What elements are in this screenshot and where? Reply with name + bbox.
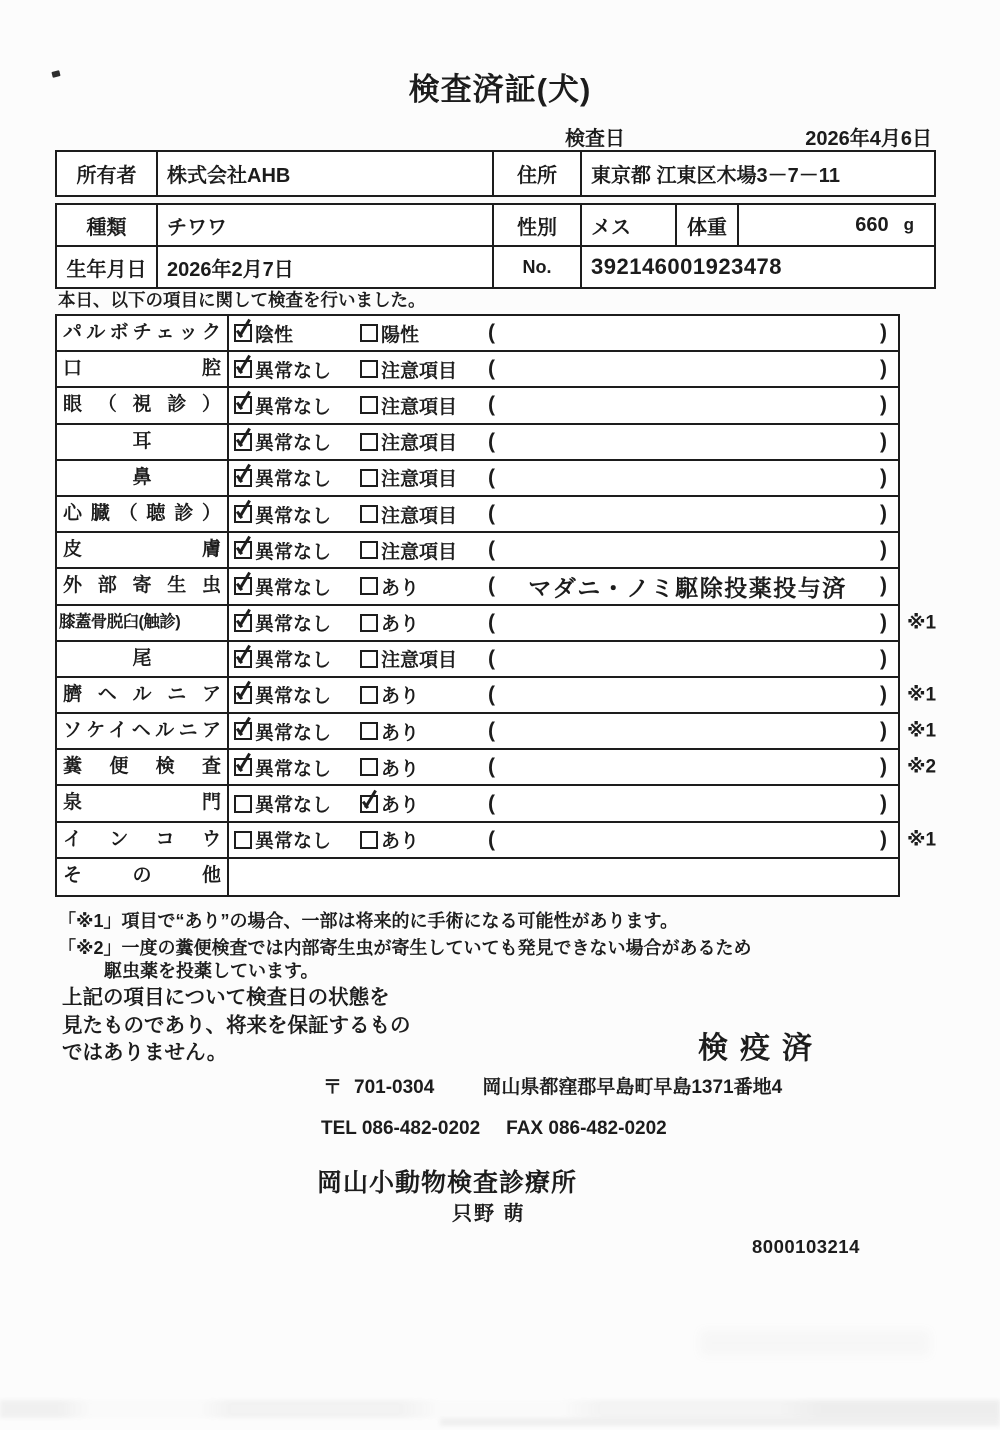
option-1 bbox=[234, 754, 360, 781]
inspection-row-body bbox=[229, 714, 898, 748]
checkbox-icon bbox=[360, 505, 378, 523]
paren-close: ) bbox=[880, 465, 887, 489]
inspection-row bbox=[57, 823, 937, 859]
checkbox-icon bbox=[360, 360, 378, 378]
inspection-row bbox=[57, 569, 898, 605]
option-2-label: あり bbox=[381, 831, 420, 853]
inspection-row-body bbox=[229, 569, 898, 603]
clinic-tel: TEL 086-482-0202 bbox=[321, 1118, 481, 1139]
option-1 bbox=[234, 609, 360, 636]
inspection-item-label: 外部寄生虫 bbox=[57, 569, 229, 603]
option-2-label: 陽性 bbox=[381, 324, 420, 346]
pet-info-table bbox=[55, 203, 936, 289]
option-2 bbox=[360, 537, 488, 564]
option-1-label: 異常なし bbox=[255, 577, 332, 599]
option-2 bbox=[360, 320, 488, 347]
inspection-item-label: その他 bbox=[57, 859, 229, 895]
paren-close: ) bbox=[880, 502, 887, 526]
checkbox-icon bbox=[234, 541, 252, 559]
breed-value: チワワ bbox=[158, 205, 494, 245]
footnote-2: 「※2」一度の糞便検査では内部寄生虫が寄生していても発見できない場合があるため bbox=[58, 938, 752, 958]
option-1 bbox=[234, 537, 360, 564]
inspection-row-body bbox=[229, 497, 898, 531]
breed-label: 種類 bbox=[57, 205, 158, 245]
paren-close: ) bbox=[880, 610, 887, 634]
footnote-2-continued: 駆虫薬を投薬しています。 bbox=[104, 961, 319, 981]
disclaimer-line-3: ではありません。 bbox=[62, 1041, 228, 1064]
paren-open: ( bbox=[488, 646, 495, 670]
option-2 bbox=[360, 464, 488, 491]
inspection-row-body bbox=[229, 461, 898, 495]
address-label: 住所 bbox=[494, 152, 582, 195]
intro-sentence: 本日、以下の項目に関して検査を行いました。 bbox=[58, 290, 426, 310]
footnote-mark: ※1 bbox=[907, 720, 937, 742]
weight-value bbox=[739, 205, 934, 245]
no-value: 392146001923478 bbox=[591, 254, 783, 279]
birthdate-label: 生年月日 bbox=[57, 247, 158, 287]
paren-open: ( bbox=[488, 429, 495, 453]
paren-open: ( bbox=[488, 357, 495, 381]
option-1-label: 異常なし bbox=[255, 614, 332, 636]
inspection-date-value: 2026年4月6日 bbox=[805, 128, 932, 150]
option-1-label: 異常なし bbox=[255, 396, 332, 418]
inspection-row-body bbox=[229, 606, 898, 640]
inspection-item-label: パルボチェック bbox=[57, 316, 229, 350]
checkbox-icon bbox=[234, 324, 252, 342]
postal-code: 701-0304 bbox=[354, 1077, 435, 1098]
option-2-label: あり bbox=[381, 614, 420, 636]
checkbox-icon bbox=[360, 324, 378, 342]
inspection-item-label: 糞便検査 bbox=[57, 750, 229, 784]
owner-value: 株式会社AHB bbox=[158, 152, 494, 195]
birthdate-value: 2026年2月7日 bbox=[158, 247, 494, 287]
inspection-row-body bbox=[229, 823, 898, 857]
option-1 bbox=[234, 320, 360, 347]
checkbox-icon bbox=[360, 686, 378, 704]
inspection-item-label: 心臓（聴診） bbox=[57, 497, 229, 531]
footnote-mark: ※1 bbox=[907, 612, 937, 634]
option-1 bbox=[234, 681, 360, 708]
paren-open: ( bbox=[488, 574, 495, 598]
paren-open: ( bbox=[488, 393, 495, 417]
option-1-label: 陰性 bbox=[255, 324, 294, 346]
scan-smudge-artifact bbox=[440, 1418, 1000, 1426]
inspection-row bbox=[57, 316, 898, 352]
disclaimer-text bbox=[62, 984, 411, 1067]
inspection-item-label: 耳 bbox=[57, 425, 229, 459]
option-2 bbox=[360, 718, 488, 745]
footnote-mark: ※1 bbox=[907, 684, 937, 706]
paren-open: ( bbox=[488, 755, 495, 779]
checkbox-icon bbox=[234, 650, 252, 668]
inspection-row bbox=[57, 425, 898, 461]
inspection-row bbox=[57, 750, 937, 786]
inspection-row bbox=[57, 461, 898, 497]
paren-open: ( bbox=[488, 719, 495, 743]
paren-close: ) bbox=[880, 357, 887, 381]
checkbox-icon bbox=[360, 795, 378, 813]
option-2-label: あり bbox=[381, 686, 420, 708]
weight-label: 体重 bbox=[677, 205, 739, 245]
option-2 bbox=[360, 392, 488, 419]
option-2 bbox=[360, 754, 488, 781]
inspection-row bbox=[57, 714, 937, 750]
checkbox-icon bbox=[360, 396, 378, 414]
option-2 bbox=[360, 609, 488, 636]
checkbox-icon bbox=[360, 614, 378, 632]
inspection-row bbox=[57, 497, 898, 533]
option-1-label: 異常なし bbox=[255, 360, 332, 382]
checkbox-icon bbox=[360, 650, 378, 668]
inspection-row bbox=[57, 786, 898, 822]
footnote-mark: ※2 bbox=[907, 756, 937, 778]
address-value: 東京都 江東区木場3－7－11 bbox=[591, 165, 840, 187]
document-title: 検査済証(犬) bbox=[408, 72, 592, 107]
inspection-item-label: 泉門 bbox=[57, 786, 229, 820]
paren-close: ) bbox=[880, 393, 887, 417]
option-1 bbox=[234, 464, 360, 491]
inspection-row bbox=[57, 642, 898, 678]
option-1 bbox=[234, 826, 360, 853]
scan-smudge-artifact bbox=[0, 1400, 1000, 1418]
option-1-label: 異常なし bbox=[255, 795, 332, 817]
paren-close: ) bbox=[880, 429, 887, 453]
checkbox-icon bbox=[360, 758, 378, 776]
inspection-row bbox=[57, 352, 898, 388]
clinic-name: 岡山小動物検査診療所 bbox=[317, 1169, 578, 1197]
inspection-item-label: 鼻 bbox=[57, 461, 229, 495]
inspection-row-body bbox=[229, 642, 898, 676]
remark-text: マダニ・ノミ駆除投薬投与済 bbox=[528, 574, 847, 601]
inspection-item-label: 臍ヘルニア bbox=[57, 678, 229, 712]
checkbox-icon bbox=[234, 360, 252, 378]
inspection-row bbox=[57, 859, 898, 895]
option-2 bbox=[360, 356, 488, 383]
option-1-label: 異常なし bbox=[255, 831, 332, 853]
option-2-label: 注意項目 bbox=[381, 541, 458, 563]
checkbox-icon bbox=[360, 433, 378, 451]
paren-open: ( bbox=[488, 791, 495, 815]
option-1 bbox=[234, 573, 360, 600]
option-1 bbox=[234, 790, 360, 817]
option-1-label: 異常なし bbox=[255, 433, 332, 455]
paren-close: ) bbox=[880, 719, 887, 743]
option-2 bbox=[360, 573, 488, 600]
paren-close: ) bbox=[880, 538, 887, 562]
option-2 bbox=[360, 645, 488, 672]
inspection-table bbox=[55, 314, 937, 897]
option-2-label: 注意項目 bbox=[381, 505, 458, 527]
option-1-label: 異常なし bbox=[255, 650, 332, 672]
inspection-item-label: 尾 bbox=[57, 642, 229, 676]
checkbox-icon bbox=[234, 686, 252, 704]
option-1 bbox=[234, 501, 360, 528]
postal-mark-icon: 〒 bbox=[323, 1077, 343, 1098]
weight-number: 660 bbox=[855, 213, 889, 236]
checkbox-icon bbox=[234, 614, 252, 632]
owner-label: 所有者 bbox=[57, 152, 158, 195]
inspection-row-body bbox=[229, 678, 898, 712]
paren-open: ( bbox=[488, 682, 495, 706]
paren-open: ( bbox=[488, 321, 495, 345]
option-2-label: あり bbox=[381, 795, 420, 817]
paren-open: ( bbox=[488, 827, 495, 851]
option-1 bbox=[234, 356, 360, 383]
option-2-label: 注意項目 bbox=[381, 433, 458, 455]
pet-info-row-2 bbox=[57, 247, 934, 287]
inspection-row-body bbox=[229, 352, 898, 386]
inspection-date-label: 検査日 bbox=[565, 128, 625, 150]
paren-open: ( bbox=[488, 538, 495, 562]
option-1-label: 異常なし bbox=[255, 722, 332, 744]
paren-open: ( bbox=[488, 465, 495, 489]
option-2-label: あり bbox=[381, 577, 420, 599]
checkbox-icon bbox=[234, 758, 252, 776]
checkbox-icon bbox=[234, 831, 252, 849]
paren-close: ) bbox=[880, 755, 887, 779]
clinic-telfax-line bbox=[321, 1118, 667, 1140]
inspection-item-label: 膝蓋骨脱臼(触診) bbox=[57, 606, 229, 640]
inspection-row bbox=[57, 678, 937, 714]
option-2-label: あり bbox=[381, 758, 420, 780]
weight-unit: g bbox=[903, 215, 914, 234]
no-label: No. bbox=[494, 247, 582, 287]
serial-number: 8000103214 bbox=[752, 1236, 860, 1257]
checkbox-icon bbox=[234, 433, 252, 451]
checkbox-icon bbox=[360, 541, 378, 559]
paren-close: ) bbox=[880, 574, 887, 598]
disclaimer-line-2: 見たものであり、将来を保証するもの bbox=[62, 1013, 411, 1037]
footnote-mark: ※1 bbox=[907, 829, 937, 851]
option-1-label: 異常なし bbox=[255, 505, 332, 527]
checkbox-icon bbox=[234, 795, 252, 813]
option-2 bbox=[360, 826, 488, 853]
option-2-label: あり bbox=[381, 722, 420, 744]
option-1 bbox=[234, 392, 360, 419]
footnote-1: 「※1」項目で“あり”の場合、一部は将来的に手術になる可能性があります。 bbox=[58, 911, 679, 931]
checkbox-icon bbox=[234, 722, 252, 740]
option-1-label: 異常なし bbox=[255, 469, 332, 491]
clinic-address: 岡山県都窪郡早島町早島1371番地4 bbox=[482, 1077, 783, 1098]
examiner-name: 只野 萌 bbox=[452, 1203, 526, 1225]
checkbox-icon bbox=[360, 722, 378, 740]
inspection-row bbox=[57, 388, 898, 424]
paren-close: ) bbox=[880, 827, 887, 851]
inspection-row-body bbox=[229, 533, 898, 567]
option-1 bbox=[234, 718, 360, 745]
inspection-item-label: 口腔 bbox=[57, 352, 229, 386]
option-2 bbox=[360, 501, 488, 528]
checkbox-icon bbox=[360, 831, 378, 849]
option-2 bbox=[360, 428, 488, 455]
inspection-row-body bbox=[229, 859, 898, 895]
option-1 bbox=[234, 428, 360, 455]
pet-info-row-1 bbox=[57, 205, 934, 247]
inspection-row-body bbox=[229, 316, 898, 350]
inspection-item-label: 眼（視診） bbox=[57, 388, 229, 422]
checkbox-icon bbox=[360, 469, 378, 487]
option-2-label: 注意項目 bbox=[381, 650, 458, 672]
sex-label: 性別 bbox=[494, 205, 582, 245]
owner-table bbox=[55, 150, 936, 197]
option-1-label: 異常なし bbox=[255, 541, 332, 563]
paren-close: ) bbox=[880, 321, 887, 345]
inspection-item-label: インコウ bbox=[57, 823, 229, 857]
option-2-label: 注意項目 bbox=[381, 396, 458, 418]
checkbox-icon bbox=[234, 396, 252, 414]
sex-value: メス bbox=[582, 205, 677, 245]
option-2 bbox=[360, 681, 488, 708]
paren-close: ) bbox=[880, 646, 887, 670]
paren-open: ( bbox=[488, 502, 495, 526]
inspection-row-body bbox=[229, 388, 898, 422]
inspection-item-label: 皮膚 bbox=[57, 533, 229, 567]
paren-open: ( bbox=[488, 610, 495, 634]
checkbox-icon bbox=[234, 577, 252, 595]
option-1-label: 異常なし bbox=[255, 758, 332, 780]
clinic-postal-line bbox=[323, 1072, 782, 1099]
checkbox-icon bbox=[234, 469, 252, 487]
option-2-label: 注意項目 bbox=[381, 360, 458, 382]
clinic-fax: FAX 086-482-0202 bbox=[506, 1118, 667, 1139]
option-1 bbox=[234, 645, 360, 672]
quarantine-passed-stamp: 検疫済 bbox=[698, 1032, 824, 1065]
inspection-row bbox=[57, 533, 898, 569]
inspection-row-body bbox=[229, 750, 898, 784]
scan-smudge-artifact bbox=[700, 1330, 930, 1356]
inspection-row bbox=[57, 606, 937, 642]
option-1-label: 異常なし bbox=[255, 686, 332, 708]
paren-close: ) bbox=[880, 682, 887, 706]
checkbox-icon bbox=[360, 577, 378, 595]
option-2 bbox=[360, 790, 488, 817]
paren-close: ) bbox=[880, 791, 887, 815]
option-2-label: 注意項目 bbox=[381, 469, 458, 491]
inspection-row-body bbox=[229, 786, 898, 820]
checkbox-icon bbox=[234, 505, 252, 523]
inspection-item-label: ソケイヘルニア bbox=[57, 714, 229, 748]
inspection-row-body bbox=[229, 425, 898, 459]
disclaimer-line-1: 上記の項目について検査日の状態を bbox=[62, 986, 390, 1009]
